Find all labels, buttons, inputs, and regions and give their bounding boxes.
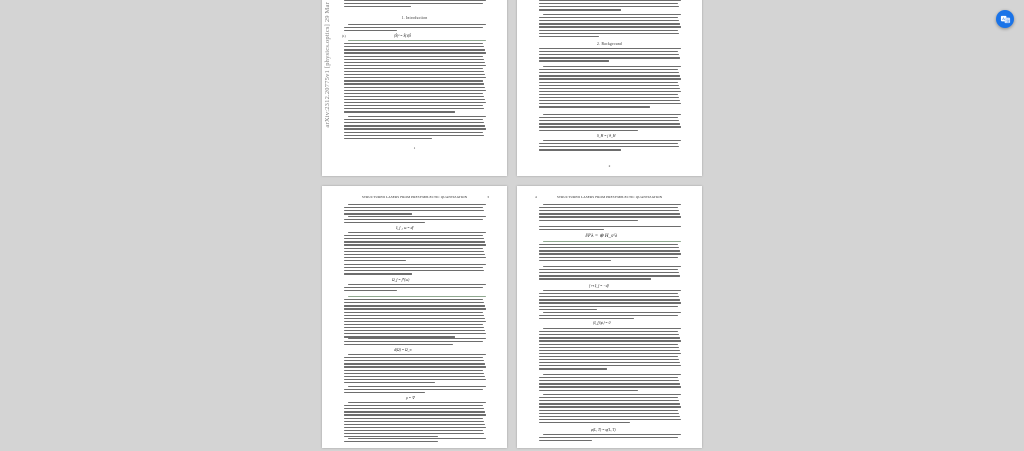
text-line xyxy=(543,140,681,141)
text-line xyxy=(344,360,484,361)
equation: (Ŝ)² = Ŝ(ℓ)Ŝ xyxy=(394,34,411,38)
text-line xyxy=(344,213,412,214)
text-line xyxy=(539,403,680,404)
text-line xyxy=(543,374,681,375)
text-line xyxy=(344,125,485,126)
text-line xyxy=(344,207,483,208)
text-line xyxy=(539,103,681,104)
text-line xyxy=(539,0,681,1)
text-line xyxy=(539,334,679,335)
text-line xyxy=(539,337,680,338)
text-line xyxy=(344,318,485,319)
text-line xyxy=(348,296,486,297)
text-line xyxy=(344,222,425,223)
text-line xyxy=(539,146,679,147)
text-line xyxy=(539,3,678,4)
equation: ξ_f ⌟ ω = df xyxy=(396,226,414,230)
text-line xyxy=(539,362,680,363)
text-line xyxy=(344,376,485,377)
text-line xyxy=(344,77,486,78)
text-line xyxy=(344,138,432,139)
text-line xyxy=(344,74,485,75)
text-line xyxy=(539,299,680,300)
text-line xyxy=(344,366,486,367)
text-line xyxy=(344,330,485,331)
text-line xyxy=(539,350,680,351)
pdf-page-3[interactable] xyxy=(322,186,507,448)
text-line xyxy=(344,65,486,66)
text-line xyxy=(539,260,611,261)
text-line xyxy=(344,270,484,271)
text-line xyxy=(543,394,681,395)
text-line xyxy=(539,69,678,70)
text-line xyxy=(539,359,679,360)
text-line xyxy=(344,382,435,383)
text-line xyxy=(344,333,486,334)
text-line xyxy=(539,220,638,221)
text-line xyxy=(543,66,681,67)
text-line xyxy=(539,377,678,378)
page-number: 1 xyxy=(413,146,416,150)
text-line xyxy=(344,90,486,91)
text-line xyxy=(348,24,486,25)
text-line xyxy=(543,241,681,242)
text-line xyxy=(348,216,486,217)
translate-button[interactable] xyxy=(996,10,1014,28)
text-line xyxy=(344,421,484,422)
text-line xyxy=(344,219,483,220)
running-header-title: STRUCTURED LASERS FROM PRESYMPLECTIC QUANTIZATION xyxy=(361,195,468,199)
text-line xyxy=(539,278,651,279)
text-line xyxy=(344,305,485,306)
equation: ℍ^λ = ⊕ H_s^λ xyxy=(585,234,618,239)
text-line xyxy=(539,106,650,107)
text-line xyxy=(348,402,486,403)
text-line xyxy=(344,433,484,434)
text-line xyxy=(539,253,681,254)
text-line xyxy=(348,354,486,355)
text-line xyxy=(539,269,678,270)
text-line xyxy=(344,235,483,236)
text-line xyxy=(539,78,681,79)
equation: φ(L, T) = φ(L, T) xyxy=(591,428,616,432)
text-line xyxy=(344,427,486,428)
text-line xyxy=(539,94,678,95)
running-header-number: 4 xyxy=(535,195,537,199)
text-line xyxy=(539,120,679,121)
text-line xyxy=(539,400,679,401)
text-line xyxy=(344,96,484,97)
pdf-page-1[interactable] xyxy=(322,0,507,176)
text-line xyxy=(539,117,678,118)
text-line xyxy=(539,275,680,276)
text-line xyxy=(344,411,485,412)
text-line xyxy=(539,410,678,411)
text-line xyxy=(539,257,678,258)
text-line xyxy=(344,264,486,265)
text-line xyxy=(344,105,483,106)
text-line xyxy=(539,100,680,101)
text-line xyxy=(344,71,484,72)
running-header-title: STRUCTURED LASERS FROM PRESYMPLECTIC QUANTIZATION xyxy=(556,195,663,199)
text-line xyxy=(344,251,484,252)
text-line xyxy=(539,272,679,273)
text-line xyxy=(344,414,486,415)
text-line xyxy=(344,122,484,123)
text-line xyxy=(344,135,484,136)
text-line xyxy=(344,49,485,50)
text-line xyxy=(344,108,484,109)
text-line xyxy=(539,306,678,307)
text-line xyxy=(344,315,484,316)
text-line xyxy=(539,440,592,441)
text-line xyxy=(344,363,485,364)
text-line xyxy=(344,257,486,258)
text-line xyxy=(344,83,484,84)
text-line xyxy=(344,273,412,274)
text-line xyxy=(344,392,425,393)
text-line xyxy=(344,68,483,69)
text-line xyxy=(344,373,484,374)
text-line xyxy=(539,85,679,86)
text-line xyxy=(539,309,597,310)
text-line xyxy=(344,260,406,261)
text-line xyxy=(539,383,680,384)
text-line xyxy=(344,80,483,81)
text-line xyxy=(539,6,679,7)
text-line xyxy=(344,128,486,129)
text-line xyxy=(344,6,411,7)
text-line xyxy=(539,20,679,21)
text-line xyxy=(539,318,634,319)
text-line xyxy=(539,36,599,37)
text-line xyxy=(348,232,486,233)
text-line xyxy=(539,347,679,348)
text-line xyxy=(344,312,483,313)
text-line xyxy=(543,114,681,115)
page-number: 2 xyxy=(608,164,611,168)
text-line xyxy=(539,207,678,208)
text-line xyxy=(539,296,679,297)
text-line xyxy=(344,0,486,1)
text-line xyxy=(539,340,681,341)
text-line xyxy=(539,244,678,245)
svg-text:文: 文 xyxy=(1005,18,1010,23)
text-line xyxy=(344,3,483,4)
text-line xyxy=(539,149,621,150)
text-line xyxy=(539,33,679,34)
text-line xyxy=(539,213,680,214)
text-line xyxy=(344,132,483,133)
text-line xyxy=(543,290,681,291)
text-line xyxy=(539,123,680,124)
text-line xyxy=(539,293,678,294)
text-line xyxy=(539,30,678,31)
text-line xyxy=(344,59,484,60)
text-line xyxy=(539,397,678,398)
text-line xyxy=(543,14,681,15)
text-line xyxy=(539,97,679,98)
text-line xyxy=(344,102,486,103)
text-line xyxy=(539,229,604,230)
text-line xyxy=(539,356,678,357)
text-line xyxy=(539,419,681,420)
text-line xyxy=(344,441,438,442)
text-line xyxy=(344,27,483,28)
text-line xyxy=(539,390,638,391)
text-line xyxy=(348,338,486,339)
text-line xyxy=(539,216,681,217)
text-line xyxy=(344,87,485,88)
text-line xyxy=(539,210,679,211)
text-line xyxy=(344,99,485,100)
equation: Ω_f = f*(ω) xyxy=(392,278,410,282)
equation-number: (1) xyxy=(342,34,346,38)
text-line xyxy=(539,422,630,423)
text-line xyxy=(344,248,483,249)
text-line xyxy=(344,357,483,358)
text-line xyxy=(344,424,485,425)
text-line xyxy=(543,434,681,435)
text-line xyxy=(539,386,681,387)
section-title: 1. Introduction xyxy=(401,16,428,20)
text-line xyxy=(348,116,486,117)
text-line xyxy=(344,341,483,342)
equation: S_H = ∫ θ_H xyxy=(597,134,616,138)
equation: ρ = ∇ xyxy=(406,396,415,400)
text-line xyxy=(344,287,483,288)
text-line xyxy=(344,290,397,291)
text-line xyxy=(344,62,485,63)
text-line xyxy=(348,386,486,387)
text-line xyxy=(344,56,483,57)
text-line xyxy=(539,315,678,316)
text-line xyxy=(344,267,483,268)
arxiv-stamp: arXiv:2312.20775v1 [physics.optics] 29 Mar xyxy=(324,2,331,128)
text-line xyxy=(344,418,483,419)
text-line xyxy=(344,46,484,47)
text-line xyxy=(539,413,679,414)
text-line xyxy=(543,328,681,329)
text-line xyxy=(344,241,485,242)
text-line xyxy=(344,93,483,94)
text-line xyxy=(543,266,681,267)
text-line xyxy=(539,416,680,417)
text-line xyxy=(344,302,484,303)
pdf-page-4[interactable] xyxy=(517,186,702,448)
text-line xyxy=(539,368,607,369)
text-line xyxy=(539,344,678,345)
text-line xyxy=(539,437,678,438)
text-line xyxy=(539,247,679,248)
text-line xyxy=(539,23,680,24)
translate-icon xyxy=(1000,14,1011,25)
section-title: 2. Background xyxy=(596,42,623,46)
text-line xyxy=(344,111,455,112)
text-line xyxy=(344,321,486,322)
text-line xyxy=(344,379,486,380)
text-line xyxy=(543,204,681,205)
text-line xyxy=(344,238,484,239)
text-line xyxy=(344,308,486,309)
text-line xyxy=(543,312,681,313)
text-line xyxy=(539,57,680,58)
text-line xyxy=(348,204,486,205)
text-line xyxy=(539,88,680,89)
text-line xyxy=(539,380,679,381)
text-line xyxy=(344,299,483,300)
text-line xyxy=(539,60,609,61)
equation: f ↦ ξ_f = −df xyxy=(589,284,609,288)
text-line xyxy=(539,48,681,49)
text-line xyxy=(539,82,678,83)
svg-text:A: A xyxy=(1001,16,1005,21)
text-line xyxy=(539,9,621,10)
text-line xyxy=(344,389,483,390)
text-line xyxy=(539,143,678,144)
text-line xyxy=(539,75,680,76)
text-line xyxy=(539,406,681,407)
text-line xyxy=(539,91,681,92)
text-line xyxy=(344,324,483,325)
text-line xyxy=(539,365,681,366)
text-line xyxy=(344,254,485,255)
text-line xyxy=(539,130,638,131)
text-line xyxy=(344,405,483,406)
text-line xyxy=(539,226,681,227)
text-line xyxy=(539,353,681,354)
text-line xyxy=(344,210,484,211)
text-line xyxy=(344,30,397,31)
text-line xyxy=(348,438,486,439)
equation: (ξ_f)|ψ⟩ = 0 xyxy=(593,321,611,325)
text-line xyxy=(539,331,678,332)
text-line xyxy=(348,284,486,285)
text-line xyxy=(539,51,678,52)
equation: d(Ω) = Ω_∞ xyxy=(394,348,412,352)
text-line xyxy=(539,250,680,251)
text-line xyxy=(539,302,681,303)
text-line xyxy=(344,43,483,44)
text-line xyxy=(344,327,484,328)
text-line xyxy=(344,52,486,53)
text-line xyxy=(344,370,483,371)
text-line xyxy=(539,26,681,27)
text-line xyxy=(539,17,678,18)
running-header-number: 3 xyxy=(487,195,489,199)
text-line xyxy=(344,119,483,120)
text-line xyxy=(344,344,453,345)
pdf-page-2[interactable] xyxy=(517,0,702,176)
text-line xyxy=(539,72,679,73)
text-line xyxy=(539,126,681,127)
text-line xyxy=(344,430,483,431)
text-line xyxy=(348,40,486,41)
text-line xyxy=(344,244,486,245)
text-line xyxy=(344,408,484,409)
text-line xyxy=(539,54,679,55)
